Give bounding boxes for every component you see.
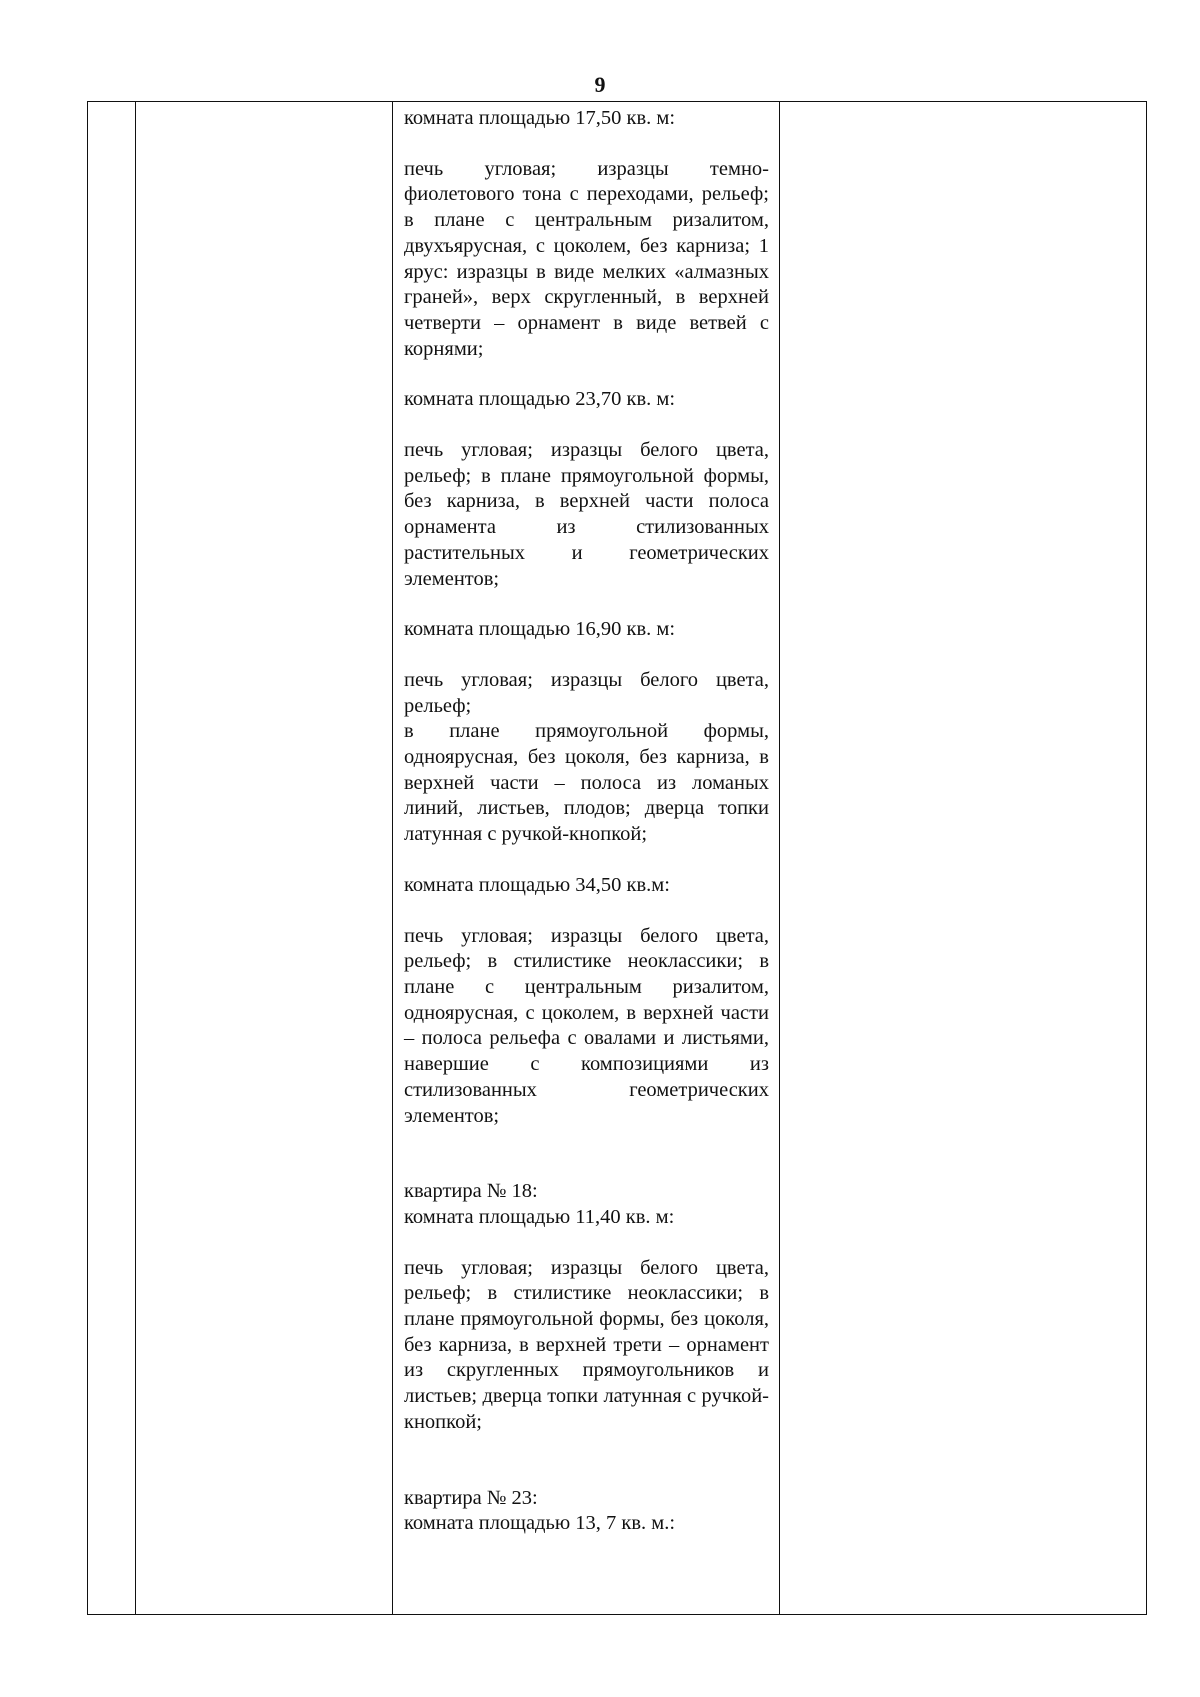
- stove-description-5: печь угловая; изразцы белого цвета, рельеф; в стилистике неоклассики; в плане прямоугольной формы, без цоколя, без карниза, в верхней трети – орнамент из скругленных прямоугольников и листьев; дверца топки латунная с ручкой-кнопкой;: [404, 1256, 769, 1433]
- stove-description-2: печь угловая; изразцы белого цвета, рельеф; в плане прямоугольной формы, без карниза, в верхней части полоса орнамента из стилизованных растительных и геометрических элементов;: [404, 439, 769, 590]
- stove-description-4: печь угловая; изразцы белого цвета, рельеф; в стилистике неоклассики; в плане с центральным ризалитом, одноярусная, с цоколем, в верхней части – полоса рельефа с овалами и листьями, навершие с композициями из стилизованных геометрических элементов;: [404, 924, 769, 1127]
- stove-description-1: печь угловая; изразцы темно-фиолетового тона с переходами, рельеф; в плане с центральным ризалитом, двухъярусная, с цоколем, без карниза; 1 ярус: изразцы в виде мелких «алмазных граней», верх скругленный, в верхней четверти – орнамент в виде ветвей с корнями;: [404, 157, 769, 360]
- stove-description-3b: в плане прямоугольной формы, одноярусная, без цоколя, без карниза, в верхней части – полоса из ломаных линий, листьев, плодов; дверца топки латунная с ручкой-кнопкой;: [404, 720, 769, 846]
- cell-notes: [780, 102, 1147, 1615]
- cell-description: [393, 102, 780, 1615]
- cell-object-name: [136, 102, 393, 1615]
- room-heading-6: комната площадью 13, 7 кв. м.:: [404, 1512, 676, 1535]
- apartment-heading-18: квартира № 18:: [404, 1180, 538, 1203]
- room-heading-3: комната площадью 16,90 кв. м:: [404, 618, 676, 641]
- page-number: 9: [594, 72, 606, 97]
- room-heading-4: комната площадью 34,50 кв.м:: [404, 873, 670, 896]
- room-heading-1: комната площадью 17,50 кв. м:: [404, 107, 676, 129]
- apartment-heading-23: квартира № 23:: [404, 1486, 538, 1509]
- table-row: [88, 102, 1147, 1615]
- stove-description-3a: печь угловая; изразцы белого цвета, рельеф;: [404, 668, 769, 717]
- room-heading-5: комната площадью 11,40 кв. м:: [404, 1205, 675, 1228]
- cell-number: [88, 102, 136, 1615]
- room-heading-2: комната площадью 23,70 кв. м:: [404, 388, 676, 411]
- document-table: [87, 101, 1147, 1615]
